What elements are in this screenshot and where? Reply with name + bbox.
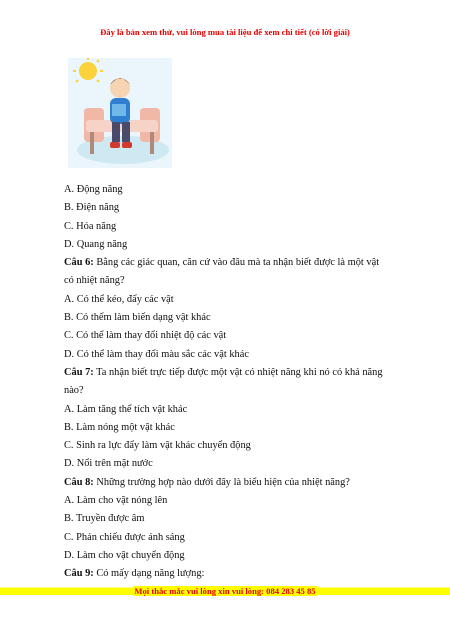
contact-notice: Mọi thắc mắc vui lòng xin vui lòng: 084 283 45 85 [0,586,450,596]
text-line: D. Quang năng [64,238,128,250]
question-line: Câu 6: Bằng các giác quan, căn cứ vào đâu mà ta nhận biết được là một vật [64,257,380,269]
text-line: A. Làm cho vật nóng lên [64,495,168,507]
question-line: Câu 7: Ta nhận biết trực tiếp được một vật có nhiệt năng khi nó có khả năng [64,366,383,378]
text-line: D. Làm cho vật chuyển động [64,549,185,561]
text-line: A. Có thể kéo, đẩy các vật [64,293,174,305]
text-line: C. Có thể làm thay đổi nhiệt độ các vật [64,330,227,342]
text-line: B. Điện năng [64,202,120,214]
text-line: A. Động năng [64,184,123,195]
text-line: nào? [64,385,84,397]
text-line: B. Có thểm làm biến dạng vật khác [64,312,211,324]
text-line: C. Phản chiếu được ánh sáng [64,531,185,543]
question-line: Câu 9: Có mấy dạng năng lượng: [64,568,205,580]
boy-reading-illustration [68,58,172,168]
preview-notice: Đây là bản xem thử, vui lòng mua tài liệu để xem chi tiết (có lời giải) [100,27,350,37]
text-line: D. Có thể làm thay đổi màu sắc các vật khác [64,348,249,360]
question-line: Câu 8: Những trường hợp nào dưới đây là biểu hiện của nhiệt năng? [64,476,350,488]
text-line: C. Hóa năng [64,220,117,232]
text-line: C. Sinh ra lực đẩy làm vật khác chuyển động [64,440,251,452]
text-line: có nhiệt năng? [64,275,125,287]
text-line: B. Truyền được âm [64,513,145,525]
text-line: D. Nổi trên mặt nước [64,458,153,470]
document-body [64,181,414,584]
sun-icon [79,62,97,80]
text-line: A. Làm tăng thể tích vật khác [64,403,188,415]
text-line: B. Làm nóng một vật khác [64,421,175,433]
